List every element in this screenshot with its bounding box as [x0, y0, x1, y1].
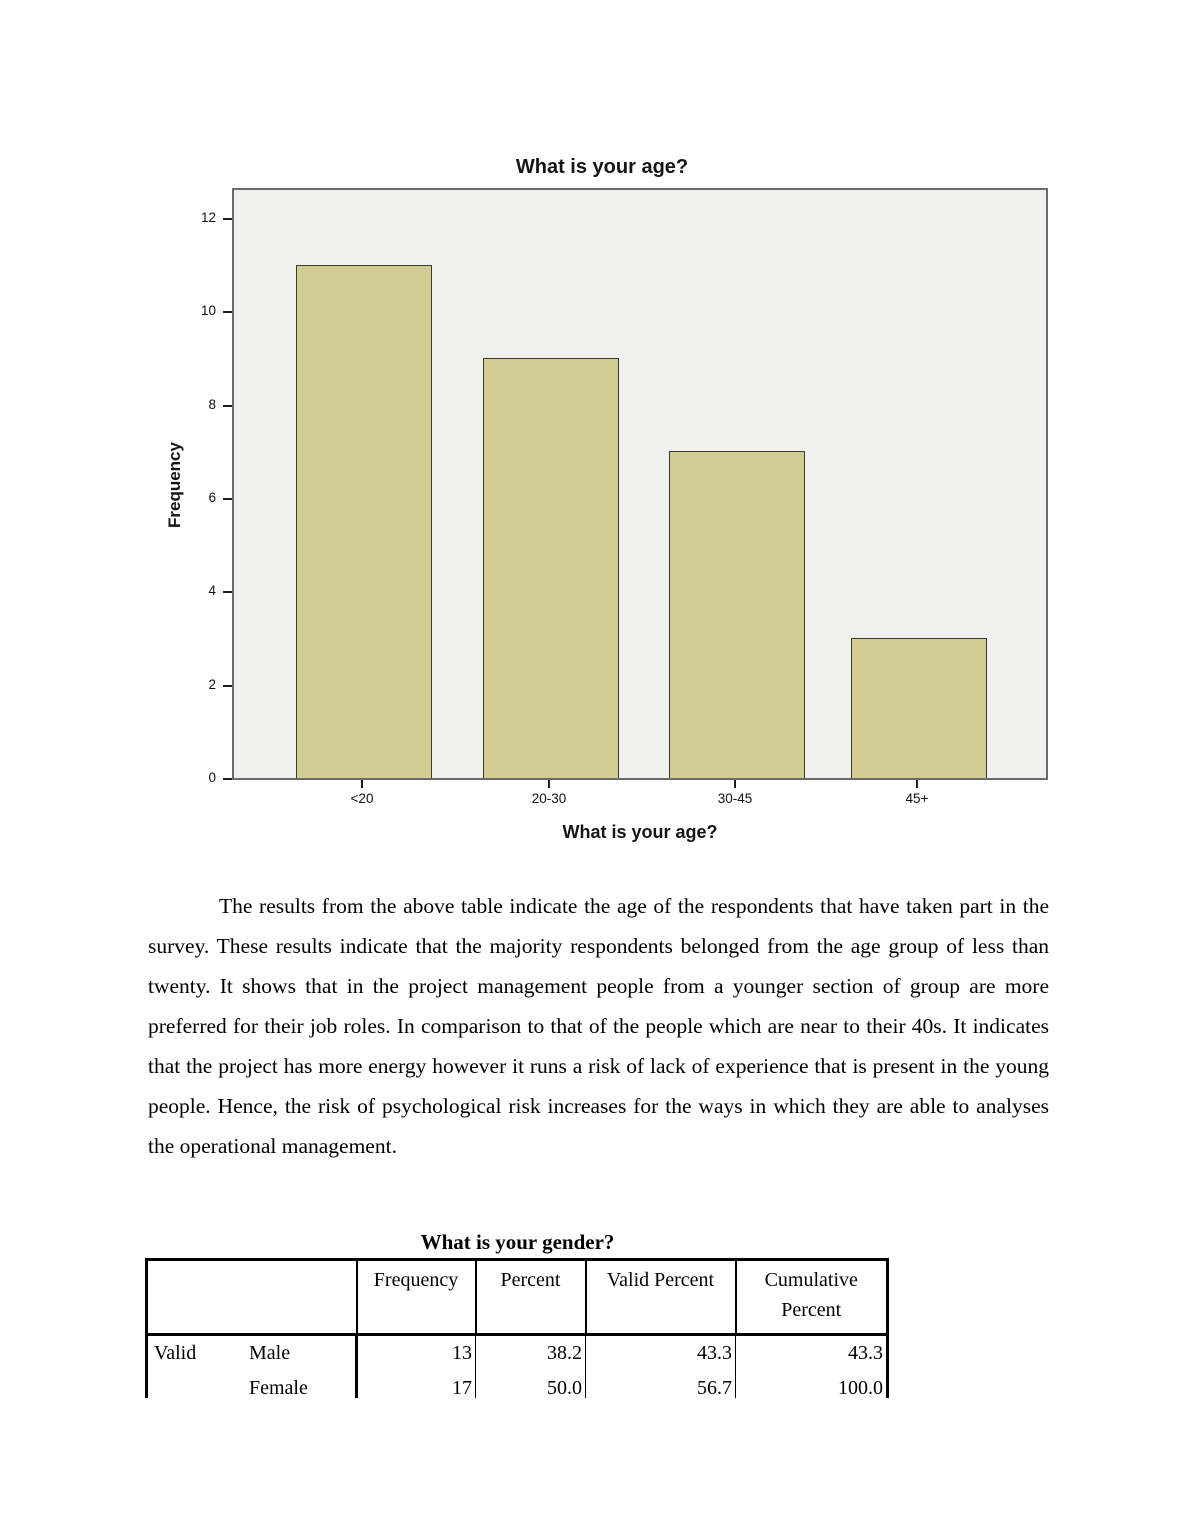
cell-valid-percent: 56.7	[586, 1371, 736, 1398]
x-tick-<20	[361, 780, 363, 788]
y-tick-2	[223, 685, 232, 687]
y-tick-label-10: 10	[200, 303, 216, 318]
y-tick-label-4: 4	[208, 583, 216, 598]
x-tick-label-30-45: 30-45	[717, 791, 753, 806]
y-tick-label-2: 2	[208, 677, 216, 692]
y-tick-8	[223, 405, 232, 407]
cell-valid-percent: 43.3	[586, 1335, 736, 1372]
cell-cumulative-percent: 43.3	[848, 1342, 883, 1364]
cell-frequency: 13	[357, 1335, 476, 1372]
gender-table-wrap	[145, 1258, 895, 1398]
y-axis-title: Frequency	[165, 442, 184, 528]
y-tick-10	[223, 311, 232, 313]
bar-<20	[296, 265, 432, 778]
gender-table-title: What is your gender?	[420, 1230, 615, 1254]
gender-table-header-row	[147, 1260, 888, 1335]
header-frequency: Frequency	[357, 1260, 476, 1335]
chart-title: What is your age?	[515, 156, 689, 178]
y-tick-0	[223, 778, 232, 780]
table-row-male	[147, 1335, 888, 1372]
cell-percent: 50.0	[476, 1371, 586, 1398]
table-row-female	[147, 1371, 888, 1398]
row-label-cell	[147, 1335, 357, 1372]
bar-45+	[851, 638, 987, 778]
header-cumulative-percent: Cumulative Percent	[736, 1260, 888, 1335]
x-tick-label-45+: 45+	[905, 791, 929, 806]
plot-area	[232, 188, 1048, 780]
y-tick-label-8: 8	[208, 397, 216, 412]
cell-cumulative-percent: 100.0	[838, 1377, 883, 1398]
analysis-paragraph: The results from the above table indicate the age of the respondents that have taken part in the survey. These results indicate that the majority respondents belonged from the age group of less than twenty. It shows that in the project management people from a younger section of group are more preferred for their job roles. In comparison to that of the people which are near to their 40s. It indicates that the project has more energy however it runs a risk of lack of experience that is present in the young people. Hence, the risk of psychological risk increases for the ways in which they are able to analyses the operational management.	[148, 893, 1049, 1158]
x-tick-20-30	[548, 780, 550, 788]
row-label-cell	[147, 1371, 357, 1398]
x-tick-label-<20: <20	[350, 791, 374, 806]
row-category-label: Male	[249, 1342, 291, 1364]
y-tick-label-0: 0	[208, 770, 216, 785]
header-empty	[147, 1260, 357, 1335]
cell-frequency: 17	[357, 1371, 476, 1398]
y-tick-6	[223, 498, 232, 500]
row-group-label: Valid	[154, 1342, 197, 1364]
x-tick-label-20-30: 20-30	[531, 791, 567, 806]
x-tick-30-45	[734, 780, 736, 788]
bar-20-30	[483, 358, 619, 778]
header-percent: Percent	[476, 1260, 586, 1335]
x-axis-title: What is your age?	[562, 822, 718, 842]
cell-percent: 38.2	[476, 1335, 586, 1372]
y-tick-label-6: 6	[208, 490, 216, 505]
y-tick-12	[223, 218, 232, 220]
header-valid-percent: Valid Percent	[586, 1260, 736, 1335]
x-tick-45+	[916, 780, 918, 788]
y-tick-4	[223, 591, 232, 593]
row-category-label: Female	[249, 1377, 308, 1398]
gender-table	[145, 1258, 889, 1398]
y-tick-label-12: 12	[200, 210, 216, 225]
bar-30-45	[669, 451, 805, 778]
